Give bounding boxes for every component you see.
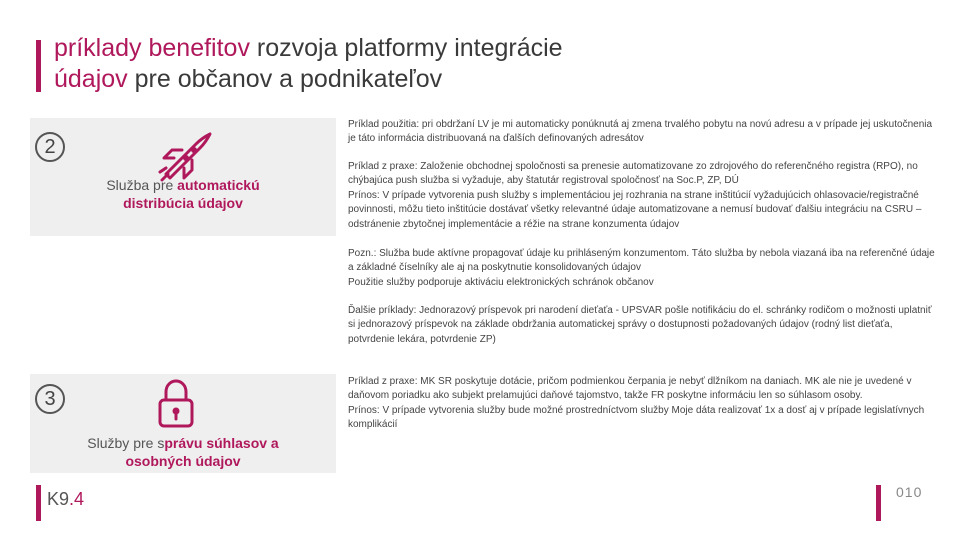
card-number-badge (35, 384, 65, 414)
slide-code (47, 489, 84, 510)
paragraph-practice-example: Príklad z praxe: Založenie obchodnej spoločnosti sa prenesie automatizovane zo zdrojového do referenčného registra (RPO), no chýbajúca push služba si vyžaduje, aby štatutár registroval spoločnosť na Soc.P, ZP, DÚ (348, 161, 918, 187)
card-label (30, 434, 336, 470)
card-number: 2 (44, 135, 56, 158)
footer-code-accent-bar (36, 485, 41, 521)
title-part-1: príklady benefitov (54, 34, 250, 62)
card-number-badge (35, 132, 65, 162)
page-number: 010 (896, 484, 923, 500)
title-part-4: pre občanov a podnikateľov (127, 65, 443, 93)
title-accent-bar (36, 40, 41, 92)
paragraph-benefit-2: Prínos: V prípade vytvorenia služby bude možné prostredníctvom služby Moje dáta realizovať 1x a dosť aj v prípade legislatívnych komplikácií (348, 405, 925, 431)
card-label-highlight-2: distribúcia údajov (123, 195, 243, 211)
paragraph-benefit: Prínos: V prípade vytvorenia push služby s implementáciou jej rozhrania na strane inštitúcií vyžadujúcich ohlasovacie/registračné povinnosti, môžu tieto inštitúcie dostávať všetky relevantné údaje automatizovane a nemusí budovať ďalšiu integráciu na CSRU – odstránenie zbytočnej implementácie a réžie na strane konzumenta údajov (348, 190, 922, 230)
card-number: 3 (44, 387, 56, 410)
paragraph-note: Pozn.: Služba bude aktívne propagovať údaje ku prihláseným konzumentom. Táto služba by nebola viazaná iba na referenčné údaje a základné číselníky ale aj na poskytnutie konsolidovaných údajov (348, 248, 935, 274)
page-title (54, 33, 754, 95)
card-label (30, 176, 336, 212)
card-label-highlight: automatickú (177, 177, 260, 193)
lock-icon (156, 378, 196, 430)
card-label-plain: Služba pre (106, 177, 178, 193)
paragraph-usage-example: Príklad použitia: pri obdržaní LV je mi automaticky ponúknutá aj zmena trvalého pobytu na novú adresu a v prípade jej uskutočnenia je táto informácia distribuovaná na ďalších definovaných adresátov (348, 119, 933, 145)
benefit-card-consent-management (30, 374, 336, 473)
slide-code-suffix: .4 (69, 489, 85, 509)
paragraph-usage-support: Použitie služby podporuje aktiváciu elektronických schránok občanov (348, 277, 654, 288)
title-part-2: rozvoja platformy integrácie (249, 34, 563, 62)
benefit-card-automatic-distribution (30, 118, 336, 236)
card-label-highlight: právu súhlasov a (164, 435, 279, 451)
title-part-3: údajov (54, 65, 128, 93)
slide-code-main: K9 (47, 489, 70, 509)
paragraph-practice-example-2: Príklad z praxe: MK SR poskytuje dotácie, pričom podmienkou čerpania je nebyť dlžníkom na daniach. MK ale nie je uvedené v daňovom poriadku ako subjekt prelamujúci daňové tajomstvo, takže FR poskytne informáciu len so súhlasom osoby. (348, 376, 912, 402)
card-label-plain: Služby pre s (87, 435, 165, 451)
card-label-highlight-2: osobných údajov (125, 453, 241, 469)
footer-page-accent-bar (876, 485, 881, 521)
paragraph-further-examples: Ďalšie príklady: Jednorazový príspevok pri narodení dieťaťa - UPSVAR pošle notifikáciu do el. schránky rodičom o možnosti uplatniť si jednorazový príspevok na základe obdržania automatickej správy o dostupnosti požadovaných údajov (rodný list dieťaťa, potvrdenie lekára, potvrdenie ZP) (348, 305, 932, 345)
